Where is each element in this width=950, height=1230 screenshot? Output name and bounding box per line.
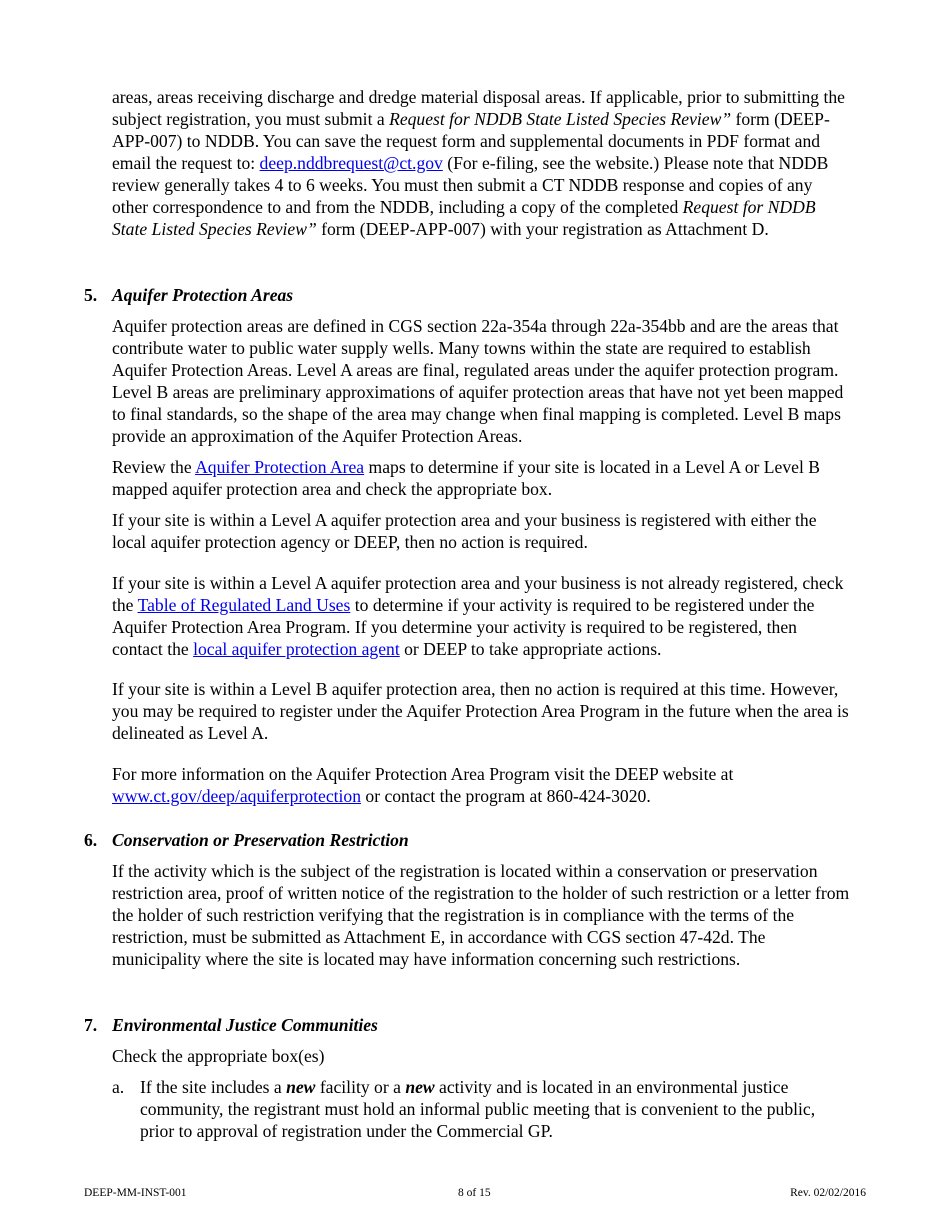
table-of-regulated-land-uses-link[interactable]: Table of Regulated Land Uses — [137, 595, 351, 615]
footer-page-number: 8 of 15 — [458, 1187, 491, 1199]
aquifer-protection-website-link[interactable]: www.ct.gov/deep/aquiferprotection — [112, 786, 361, 806]
section-7-paragraph-1: Check the appropriate box(es) — [112, 1046, 325, 1066]
section-5-paragraph-4: If your site is within a Level A aquifer protection area and your business is not already registered, check the Table of Regulated Land Uses to determine if your activity is required to be registered under the Aquifer Protection Area Program. If you determine your activity is required to be registered, then contact the local aquifer protection agent or DEEP to take appropriate actions. — [112, 573, 844, 659]
aquifer-protection-area-link[interactable]: Aquifer Protection Area — [195, 457, 365, 477]
emphasis-new: new — [286, 1077, 316, 1097]
section-5-paragraph-2: Review the Aquifer Protection Area maps to determine if your site is located in a Level A or Level B mapped aquifer protection area and check the appropriate box. — [112, 457, 820, 499]
section-5-paragraph-5: If your site is within a Level B aquifer protection area, then no action is required at this time. However, you may be required to register under the Aquifer Protection Area Program in the future when the area is delineated as Level A. — [112, 679, 849, 743]
form-title-italic: Request for NDDB State Listed Species Review” — [389, 109, 732, 129]
section-title: Aquifer Protection Areas — [112, 285, 294, 305]
local-aquifer-protection-agent-link[interactable]: local aquifer protection agent — [193, 639, 400, 659]
footer-revision: Rev. 02/02/2016 — [790, 1187, 866, 1199]
intro-paragraph: areas, areas receiving discharge and dredge material disposal areas. If applicable, prior to submitting the subject registration, you must submit a Request for NDDB State Listed Species Review” form (DEEP-APP-007) to NDDB. You can save the request form and supplemental documents in PDF format and email the request to: deep.nddbrequest@ct.gov (For e-filing, see the website.) Please note that NDDB review generally takes 4 to 6 weeks. You must then submit a CT NDDB response and copies of any other correspondence to and from the NDDB, including a copy of the completed Request for NDDB State Listed Species Review” form (DEEP-APP-007) with your registration as Attachment D. — [112, 87, 845, 239]
section-5-paragraph-6: For more information on the Aquifer Protection Area Program visit the DEEP website at www.ct.gov/deep/aquiferprotection or contact the program at 860-424-3020. — [112, 764, 734, 806]
section-6-heading: 6. Conservation or Preservation Restriction — [84, 830, 409, 850]
section-7-heading: 7. Environmental Justice Communities — [84, 1015, 378, 1035]
email-link[interactable]: deep.nddbrequest@ct.gov — [259, 153, 443, 173]
form-title-italic: Request for NDDB State Listed Species Review” — [112, 197, 816, 239]
footer-doc-id: DEEP-MM-INST-001 — [84, 1187, 187, 1199]
section-5-paragraph-1: Aquifer protection areas are defined in CGS section 22a-354a through 22a-354bb and are the areas that contribute water to public water supply wells. Many towns within the state are required to establish Aquifer Protection Areas. Level A areas are final, regulated areas under the aquifer protection program. Level B areas are preliminary approximations of aquifer protection areas that have not yet been mapped to final standards, so the shape of the area may change when final mapping is completed. Level B maps provide an approximation of the Aquifer Protection Areas. — [112, 316, 844, 446]
list-marker: a. — [112, 1077, 125, 1097]
section-6-paragraph-1: If the activity which is the subject of the registration is located within a conservation or preservation restriction area, proof of written notice of the registration to the holder of such restriction or a letter from the holder of such restriction verifying that the registration is in compliance with the terms of the restriction, must be submitted as Attachment E, in accordance with CGS section 47-42d. The municipality where the site is located may have information concerning such restrictions. — [112, 861, 850, 969]
emphasis-new: new — [405, 1077, 435, 1097]
section-title: Environmental Justice Communities — [112, 1015, 378, 1035]
list-item-a — [112, 1076, 852, 1142]
list-item-text: If the site includes a new facility or a new activity and is located in an environmental justice community, the registrant must hold an informal public meeting that is convenient to the public, prior to approval of registration under the Commercial GP. — [140, 1077, 816, 1141]
section-5-paragraph-3: If your site is within a Level A aquifer protection area and your business is registered with either the local aquifer protection agency or DEEP, then no action is required. — [112, 510, 817, 552]
section-title: Conservation or Preservation Restriction — [112, 830, 409, 850]
section-5-heading: 5. Aquifer Protection Areas — [84, 285, 294, 305]
